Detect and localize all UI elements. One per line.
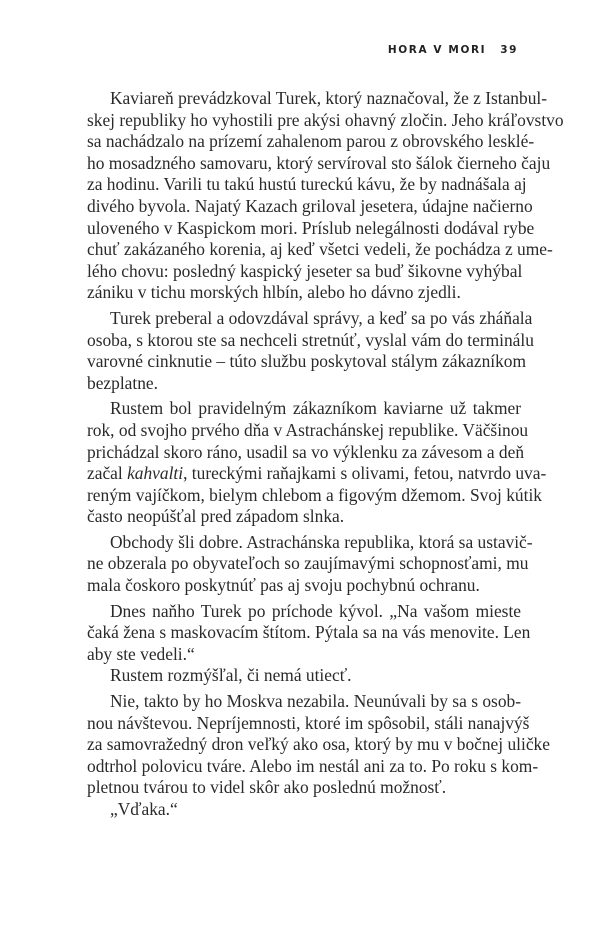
text-line: nou návštevou. Nepríjemnosti, ktoré im spôsobil, stáli nanajvýš: [87, 712, 530, 733]
text-line: chuť zakázaného korenia, aj keď všetci vedeli, že pochádza z ume-: [87, 239, 553, 260]
text-line: Rustem rozmýšľal, či nemá utiecť.: [110, 665, 352, 686]
text-line: Nie, takto by ho Moskva nezabila. Neunúvali by sa s osob-: [110, 691, 521, 712]
text-line: divého byvola. Najatý Kazach griloval jesetera, údajne načierno: [87, 195, 533, 216]
text-line: za hodinu. Varili tu takú hustú tureckú kávu, že by nadnášala aj: [87, 174, 527, 195]
text-line: často neopúšťal pred západom slnka.: [87, 506, 345, 527]
text-line: osoba, s ktorou ste sa nechceli stretnúť, vyslal vám do terminálu: [87, 329, 534, 350]
running-head: [388, 44, 518, 56]
paragraph: [87, 691, 550, 799]
paragraph: [87, 799, 521, 821]
text-line: pletnou tvárou to videl skôr ako poslednú možnosť.: [87, 777, 447, 798]
running-title: HORA V MORI: [387, 44, 487, 56]
text-line: mala čoskoro poskytnúť pas aj svoju pochybnú ochranu.: [87, 575, 480, 596]
text-line: lého chovu: posledný kaspický jeseter sa buď šikovne vyhýbal: [87, 260, 523, 281]
text-line: Rustem bol pravidelným zákazníkom kaviarne už takmer: [110, 398, 521, 419]
text-line: skej republiky ho vyhostili pre akýsi ohavný zločin. Jeho kráľovstvo: [87, 109, 564, 130]
italic-word: kahvalti: [127, 463, 184, 484]
text-line: „Vďaka.“: [110, 799, 178, 819]
text-line: sa nachádzalo na prízemí zahalenom parou z obrovského lesklé-: [87, 131, 535, 152]
text-line: ho mosadzného samovaru, ktorý servíroval sto šálok čierneho čaju: [87, 152, 551, 173]
paragraph: [87, 307, 534, 394]
text-line: prichádzal skoro ráno, usadil sa vo výklenku za závesom a deň: [87, 441, 525, 462]
text-line: uloveného v Kaspickom mori. Príslub nelegálnosti dodával rybe: [87, 217, 535, 238]
text-line: zániku v tichu morských hlbín, alebo ho dávno zjedli.: [87, 282, 461, 303]
text-line: reným vajíčkom, bielym chlebom a figovým džemom. Svoj kútik: [87, 484, 542, 505]
text-line: čaká žena s maskovacím štítom. Pýtala sa na vás menovite. Len: [87, 622, 531, 643]
text-line: bezplatne.: [87, 372, 158, 393]
text-line: Dnes naňho Turek po príchode kývol. „Na vašom mieste: [110, 600, 521, 621]
page-number: 39: [500, 44, 518, 56]
text-line: Kaviareň prevádzkoval Turek, ktorý naznačoval, že z Istanbul-: [110, 88, 548, 108]
body-text: [87, 88, 564, 821]
paragraph: [87, 88, 564, 304]
paragraph: [87, 665, 521, 687]
text-line: rok, od svojho prvého dňa v Astrachánskej republike. Väčšinou: [87, 419, 529, 440]
text-line-with-italic: začal kahvalti, tureckými raňajkami s olivami, fetou, natvrdo uva-: [87, 463, 547, 484]
text-line: aby ste vedeli.“: [87, 643, 195, 664]
paragraph: [87, 398, 547, 528]
text-line: odtrhol polovicu tváre. Alebo im nestál ani za to. Po roku s kom-: [87, 755, 539, 776]
paragraph: [87, 531, 533, 597]
text-line: ne obzerala po obyvateľoch so zaujímavými schopnosťami, mu: [87, 553, 529, 574]
paragraph: [87, 600, 531, 666]
text-line: Turek preberal a odovzdával správy, a keď sa po vás zháňala: [110, 307, 533, 328]
text-line: za samovražedný dron veľký ako osa, ktorý by mu v bočnej uličke: [87, 734, 550, 755]
text-line: varovné cinknutie – túto službu poskytoval stálym zákazníkom: [87, 351, 527, 372]
text-line: Obchody šli dobre. Astrachánska republika, ktorá sa ustavič-: [110, 531, 533, 552]
